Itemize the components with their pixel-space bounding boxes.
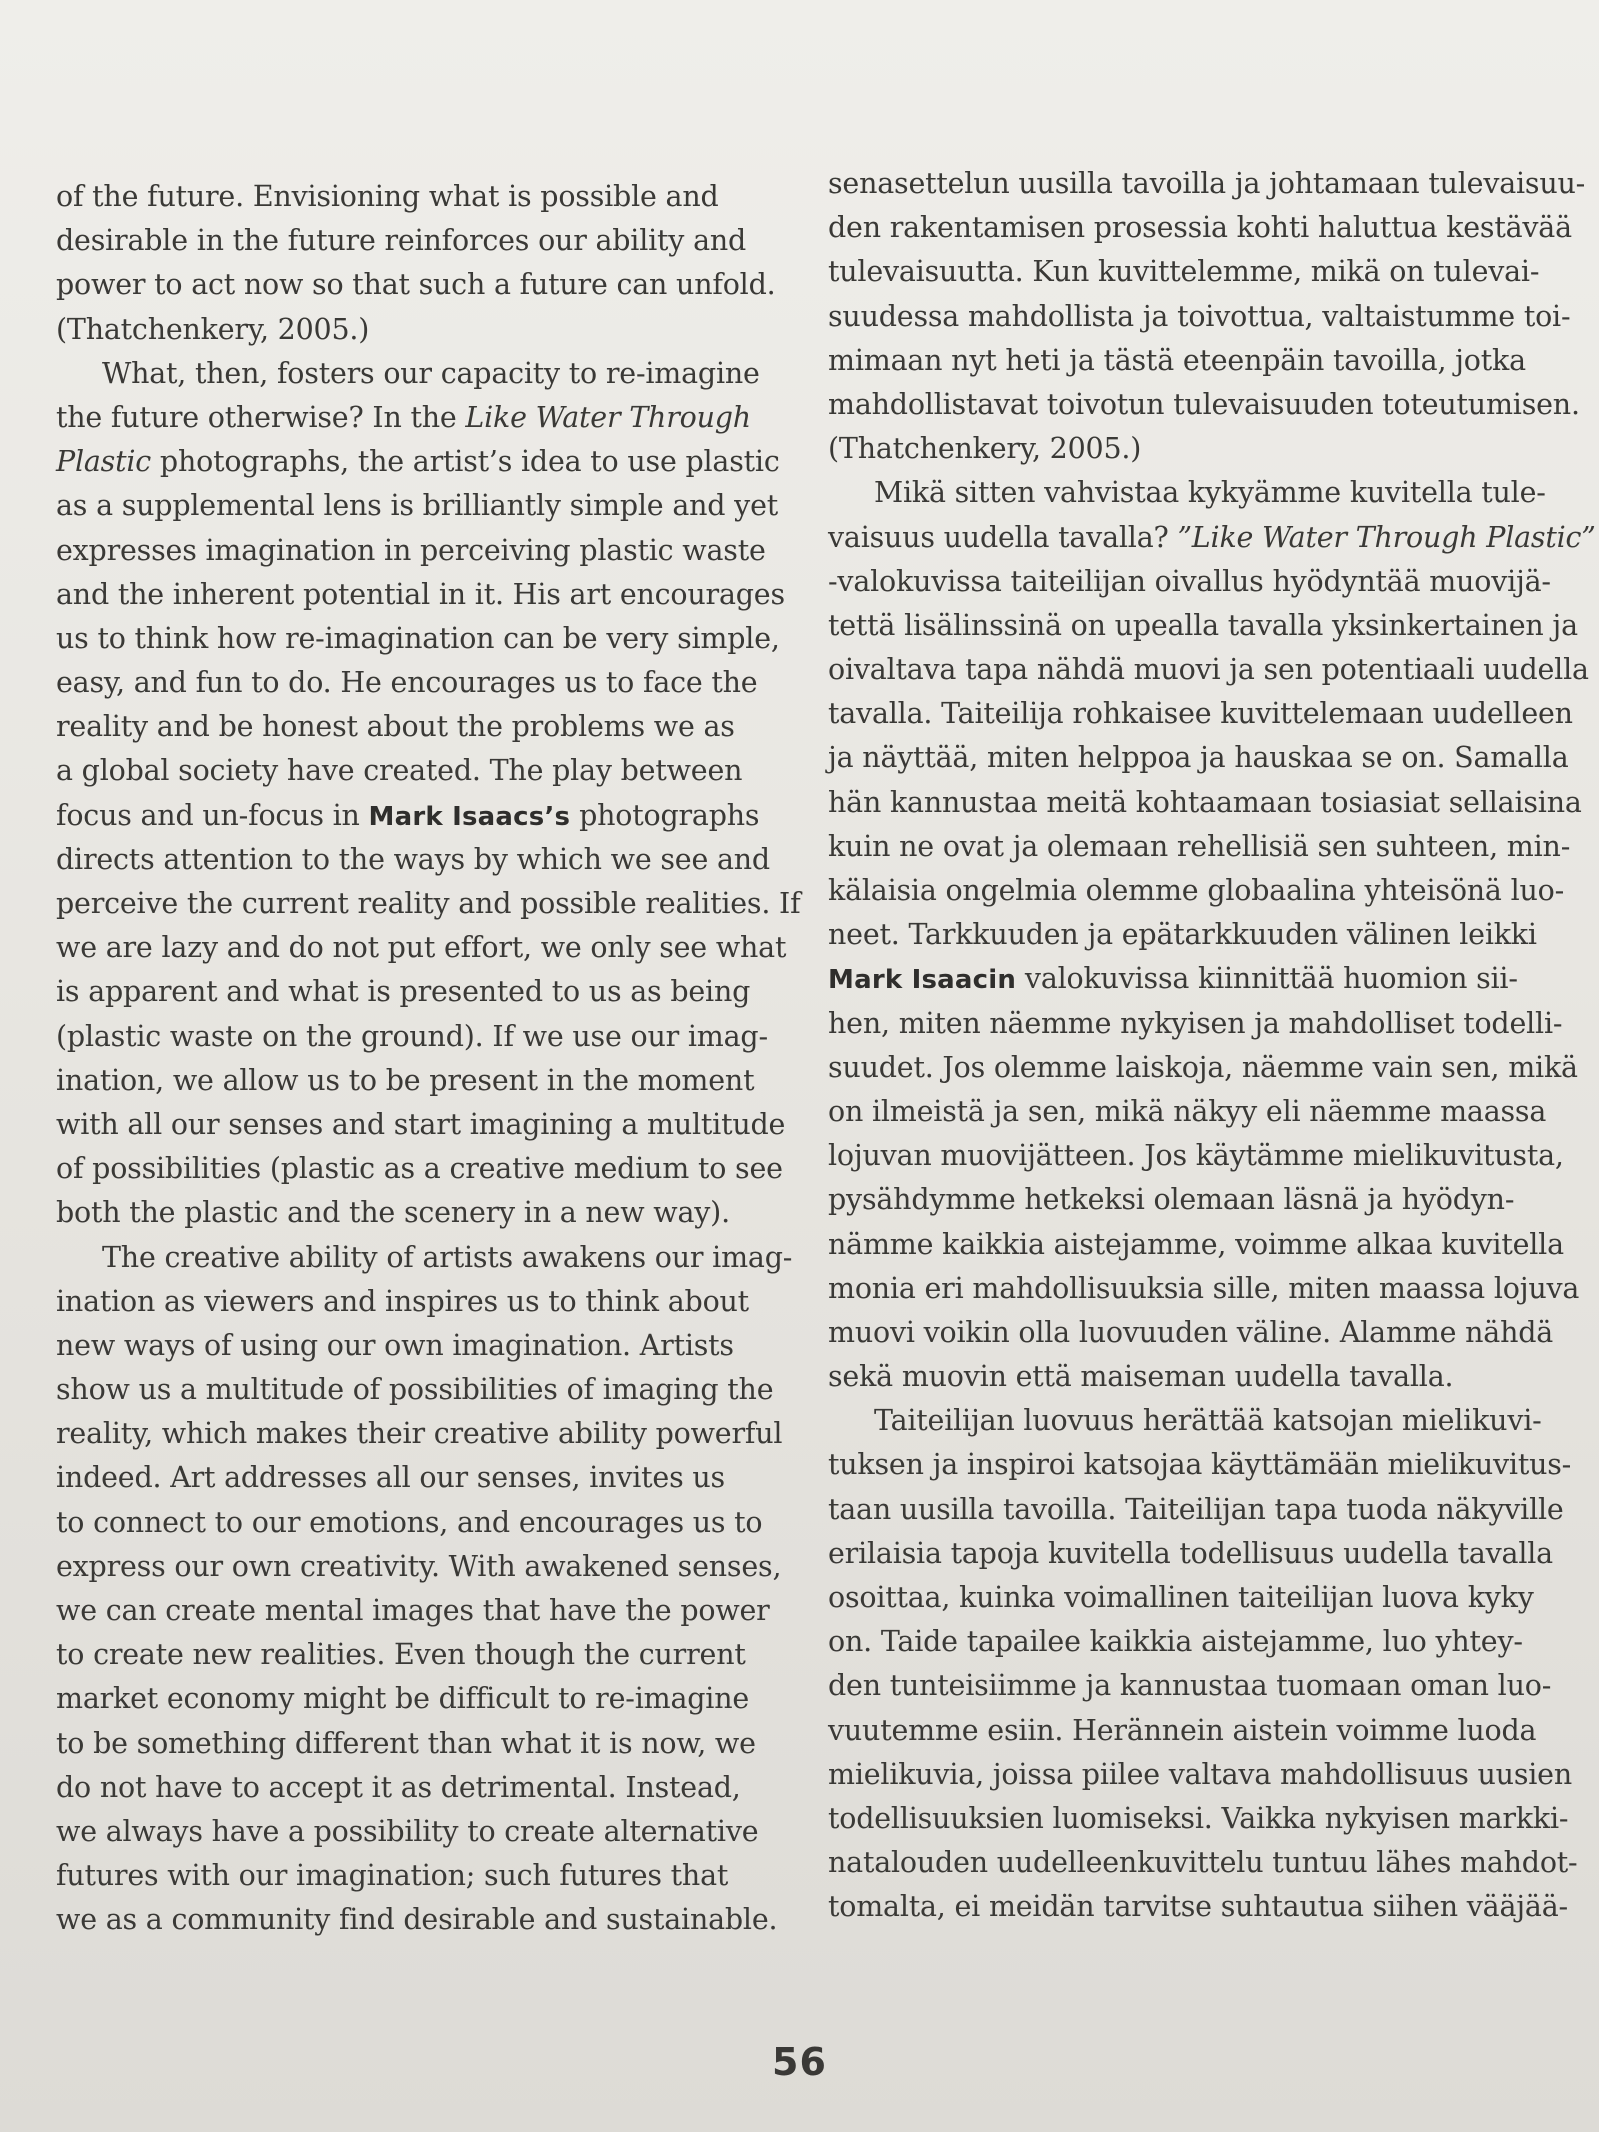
text-line: osoittaa, kuinka voimallinen taiteilijan luova kyky xyxy=(828,1581,1534,1614)
text-line: ja näyttää, miten helppoa ja hauskaa se on. Samalla xyxy=(828,741,1569,775)
page-number: 56 xyxy=(772,2040,827,2084)
text-line: of possibilities (plastic as a creative medium to see xyxy=(56,1152,783,1186)
text-line: kälaisia ongelmia olemme globaalina yhteisönä luo- xyxy=(828,874,1565,907)
text-line: Mark Isaacin valokuvissa kiinnittää huomion sii- xyxy=(828,962,1518,996)
text-line: desirable in the future reinforces our ability and xyxy=(56,224,747,258)
text-line: natalouden uudelleenkuvittelu tuntuu lähes mahdot- xyxy=(828,1846,1578,1880)
text-line: a global society have created. The play between xyxy=(56,754,743,788)
artwork-title: Like Water Through xyxy=(465,400,751,434)
text-line: tettä lisälinssinä on upealla tavalla yksinkertainen ja xyxy=(828,608,1578,642)
text-line: is apparent and what is presented to us as being xyxy=(56,975,751,1009)
text-line: both the plastic and the scenery in a new way). xyxy=(56,1196,730,1230)
text-line: we are lazy and do not put effort, we only see what xyxy=(56,931,787,965)
text-line: taan uusilla tavoilla. Taiteilijan tapa tuoda näkyville xyxy=(828,1492,1564,1526)
text-line: and the inherent potential in it. His art encourages xyxy=(56,577,785,611)
text-line: mimaan nyt heti ja tästä eteenpäin tavoilla, jotka xyxy=(828,343,1526,377)
artwork-title: Plastic xyxy=(56,445,152,479)
text-line: pysähdymme hetkeksi olemaan läsnä ja hyödyn- xyxy=(828,1183,1515,1217)
text-line: nämme kaikkia aistejamme, voimme alkaa kuvitella xyxy=(828,1227,1564,1261)
text-line: futures with our imagination; such futures that xyxy=(56,1859,729,1893)
text-line: ination as viewers and inspires us to think about xyxy=(56,1284,749,1318)
text-line: perceive the current reality and possible realities. If xyxy=(56,887,801,920)
text-line: market economy might be difficult to re-imagine xyxy=(56,1682,750,1716)
text-line: tomalta, ei meidän tarvitse suhtautua siihen vääjää- xyxy=(828,1890,1568,1924)
text-line: mahdollistavat toivotun tulevaisuuden toteutumisen. xyxy=(828,387,1580,421)
text-line: we can create mental images that have the power xyxy=(56,1594,770,1627)
text-line: we as a community find desirable and sustainable. xyxy=(56,1903,778,1937)
text-line: ination, we allow us to be present in the moment xyxy=(56,1063,755,1097)
citation-line: (Thatchenkery, 2005.) xyxy=(56,312,370,346)
text-line: power to act now so that such a future can unfold. xyxy=(56,268,776,302)
text-line: suudessa mahdollista ja toivottua, valtaistumme toi- xyxy=(828,299,1571,333)
text-line: tuksen ja inspiroi katsojaa käyttämään mielikuvitus- xyxy=(828,1448,1572,1482)
artist-name: Mark Isaacs’s xyxy=(368,801,571,832)
text-line: tulevaisuutta. Kun kuvittelemme, mikä on tulevai- xyxy=(828,255,1540,289)
citation-line: (Thatchenkery, 2005.) xyxy=(828,432,1142,466)
text-line: with all our senses and start imagining a multitude xyxy=(56,1107,786,1141)
text-line: to connect to our emotions, and encourages us to xyxy=(56,1505,763,1539)
text-line: mielikuvia, joissa piilee valtava mahdollisuus uusien xyxy=(828,1757,1572,1791)
text-line: reality and be honest about the problems we as xyxy=(56,710,735,744)
artwork-title: ”Like Water Through Plastic” xyxy=(1177,520,1596,554)
text-line: vuutemme esiin. Herännein aistein voimme luoda xyxy=(828,1713,1537,1747)
text-line: the future otherwise? In the Like Water Through xyxy=(56,400,751,434)
text-line: suudet. Jos olemme laiskoja, näemme vain sen, mikä xyxy=(828,1050,1578,1084)
text-line: to be something different than what it is now, we xyxy=(56,1726,756,1760)
text-line: as a supplemental lens is brilliantly simple and yet xyxy=(56,489,778,523)
text-line: lojuvan muovijätteen. Jos käytämme mielikuvitusta, xyxy=(828,1139,1564,1173)
paragraph-start: Taiteilijan luovuus herättää katsojan mielikuvi- xyxy=(874,1404,1542,1438)
text-line: new ways of using our own imagination. Artists xyxy=(56,1328,734,1362)
text-line: hen, miten näemme nykyisen ja mahdolliset todelli- xyxy=(828,1006,1563,1040)
text-line: focus and un-focus in Mark Isaacs’s photographs xyxy=(56,798,760,832)
text-line: senasettelun uusilla tavoilla ja johtamaan tulevaisuu- xyxy=(828,167,1586,200)
text-line: express our own creativity. With awakened senses, xyxy=(56,1549,782,1583)
text-line: kuin ne ovat ja olemaan rehellisiä sen suhteen, min- xyxy=(828,829,1571,863)
text-line: of the future. Envisioning what is possible and xyxy=(56,180,719,213)
text-line: hän kannustaa meitä kohtaamaan tosiasiat sellaisina xyxy=(828,785,1582,819)
text-line: erilaisia tapoja kuvitella todellisuus uudella tavalla xyxy=(828,1536,1553,1570)
text-line: to create new realities. Even though the current xyxy=(56,1638,746,1672)
text-line: sekä muovin että maiseman uudella tavalla. xyxy=(828,1360,1454,1394)
text-line: show us a multitude of possibilities of imaging the xyxy=(56,1373,774,1407)
text-line: neet. Tarkkuuden ja epätarkkuuden välinen leikki xyxy=(828,918,1537,952)
text-line: do not have to accept it as detrimental. Instead, xyxy=(56,1770,741,1804)
left-column-english xyxy=(56,175,801,1943)
paragraph-start: The creative ability of artists awakens our imag- xyxy=(102,1240,793,1274)
text-line: todellisuuksien luomiseksi. Vaikka nykyisen markki- xyxy=(828,1801,1569,1835)
paragraph-start: What, then, fosters our capacity to re-imagine xyxy=(102,356,760,390)
text-line: easy, and fun to do. He encourages us to face the xyxy=(56,666,758,700)
artist-name: Mark Isaacin xyxy=(828,965,1017,996)
text-line: indeed. Art addresses all our senses, invites us xyxy=(56,1461,725,1495)
text-line: on. Taide tapailee kaikkia aistejamme, luo yhtey- xyxy=(828,1625,1523,1659)
paragraph-start: Mikä sitten vahvistaa kykyämme kuvitella tule- xyxy=(874,476,1546,510)
text-line: den tunteisiimme ja kannustaa tuomaan oman luo- xyxy=(828,1669,1552,1703)
text-line: vaisuus uudella tavalla? ”Like Water Through Plastic” xyxy=(828,520,1596,554)
text-line: monia eri mahdollisuuksia sille, miten maassa lojuva xyxy=(828,1271,1580,1305)
text-line: Plastic photographs, the artist’s idea to use plastic xyxy=(56,445,780,479)
text-line: us to think how re-imagination can be very simple, xyxy=(56,621,780,655)
text-line: on ilmeistä ja sen, mikä näkyy eli näemme maassa xyxy=(828,1094,1547,1128)
text-line: muovi voikin olla luovuuden väline. Alamme nähdä xyxy=(828,1315,1554,1349)
text-line: den rakentamisen prosessia kohti haluttua kestävää xyxy=(828,211,1572,245)
text-line: reality, which makes their creative ability powerful xyxy=(56,1417,783,1451)
text-line: we always have a possibility to create alternative xyxy=(56,1814,759,1848)
text-line: (plastic waste on the ground). If we use our imag- xyxy=(56,1019,768,1053)
text-line: directs attention to the ways by which we see and xyxy=(56,842,770,876)
text-line: -valokuvissa taiteilijan oivallus hyödyntää muovijä- xyxy=(828,564,1551,598)
right-column-finnish xyxy=(828,162,1596,1930)
text-line: oivaltava tapa nähdä muovi ja sen potentiaali uudella xyxy=(828,653,1589,687)
text-line: tavalla. Taiteilija rohkaisee kuvittelemaan uudelleen xyxy=(828,697,1573,731)
text-line: expresses imagination in perceiving plastic waste xyxy=(56,533,766,567)
